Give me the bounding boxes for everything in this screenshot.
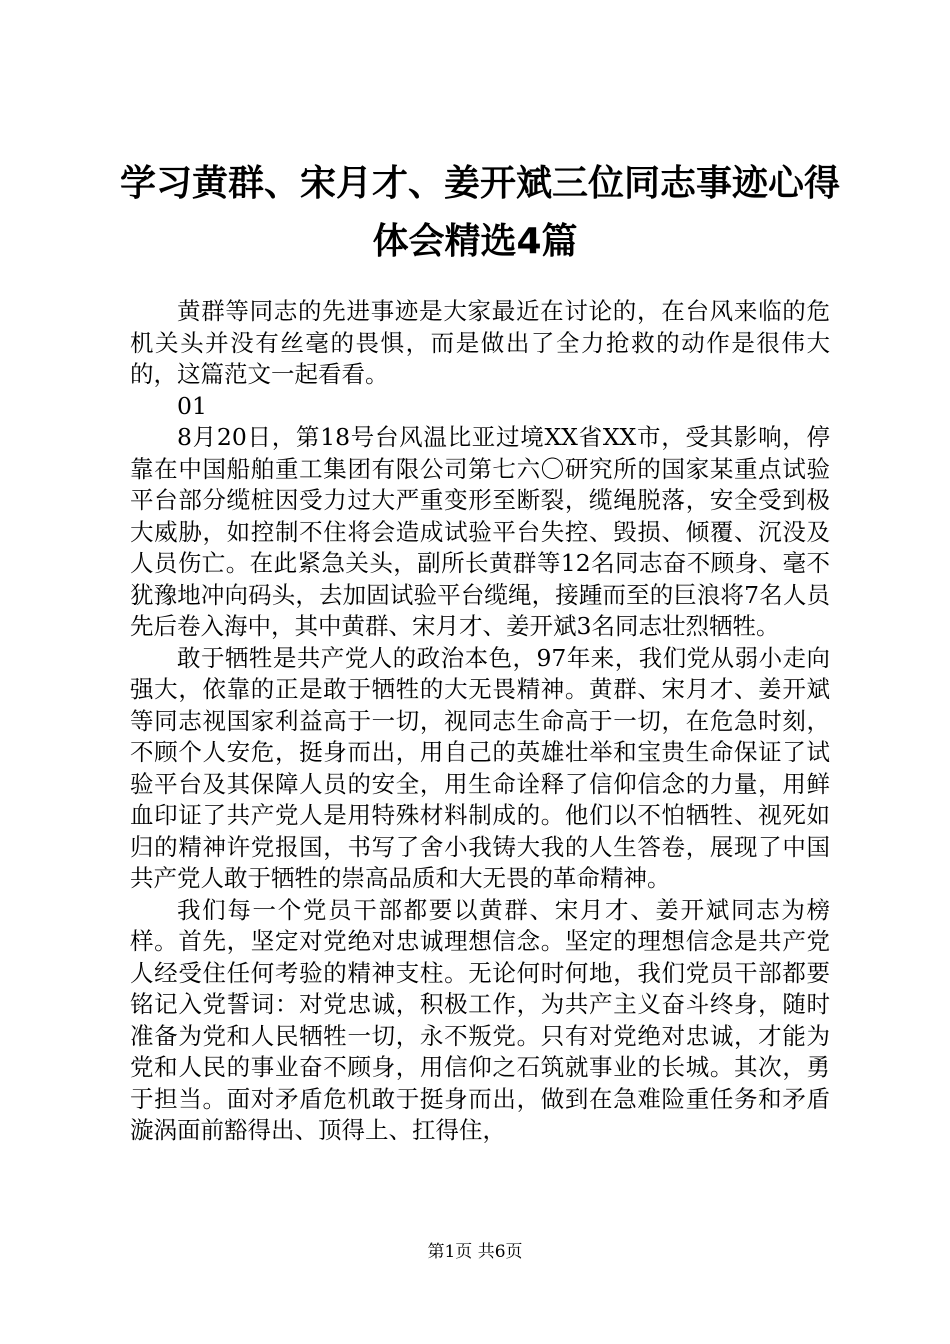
document-body [130, 296, 830, 1147]
page-footer: 第1页 共6页 [427, 1242, 523, 1262]
document-title-line2: 体会精选4篇 [372, 221, 578, 262]
section-number: 01 [177, 391, 207, 420]
body-paragraph: 敢于牺牲是共产党人的政治本色，97年来，我们党从弱小走向强大，依靠的正是敢于牺牲的大无畏精神。黄群、宋月才、姜开斌等同志视国家利益高于一切，视同志生命高于一切，在危急时刻，不顾个人安危，挺身而出，用自己的英雄壮举和宝贵生命保证了试验平台及其保障人员的安全，用生命诠释了信仰信念的力量，用鲜血印证了共产党人是用特殊材料制成的。他们以不怕牺牲、视死如归的精神许党报国，书写了舍小我铸大我的人生答卷，展现了中国共产党人敢于牺牲的崇高品质和大无畏的革命精神。 [130, 643, 830, 892]
body-paragraph: 我们每一个党员干部都要以黄群、宋月才、姜开斌同志为榜样。首先，坚定对党绝对忠诚理想信念。坚定的理想信念是共产党人经受住任何考验的精神支柱。无论何时何地，我们党员干部都要铭记入党誓词：对党忠诚，积极工作，为共产主义奋斗终身，随时准备为党和人民牺牲一切，永不叛党。只有对党绝对忠诚，才能为党和人民的事业奋不顾身，用信仰之石筑就事业的长城。其次，勇于担当。面对矛盾危机敢于挺身而出，做到在急难险重任务和矛盾漩涡面前豁得出、顶得上、扛得住， [130, 895, 830, 1144]
document-title-line1: 学习黄群、宋月才、姜开斌三位同志事迹心得 [120, 163, 841, 204]
body-paragraph: 8月20日，第18号台风温比亚过境XX省XX市，受其影响，停靠在中国船舶重工集团有限公司第七六〇研究所的国家某重点试验平台部分缆桩因受力过大严重变形至断裂，缆绳脱落，安全受到极大威胁，如控制不住将会造成试验平台失控、毁损、倾覆、沉没及人员伤亡。在此紧急关头，副所长黄群等12名同志奋不顾身、毫不犹豫地冲向码头，去加固试验平台缆绳，接踵而至的巨浪将7名人员先后卷入海中，其中黄群、宋月才、姜开斌3名同志壮烈牺牲。 [130, 423, 830, 640]
intro-paragraph: 黄群等同志的先进事迹是大家最近在讨论的，在台风来临的危机关头并没有丝毫的畏惧，而是做出了全力抢救的动作是很伟大的，这篇范文一起看看。 [130, 297, 830, 388]
